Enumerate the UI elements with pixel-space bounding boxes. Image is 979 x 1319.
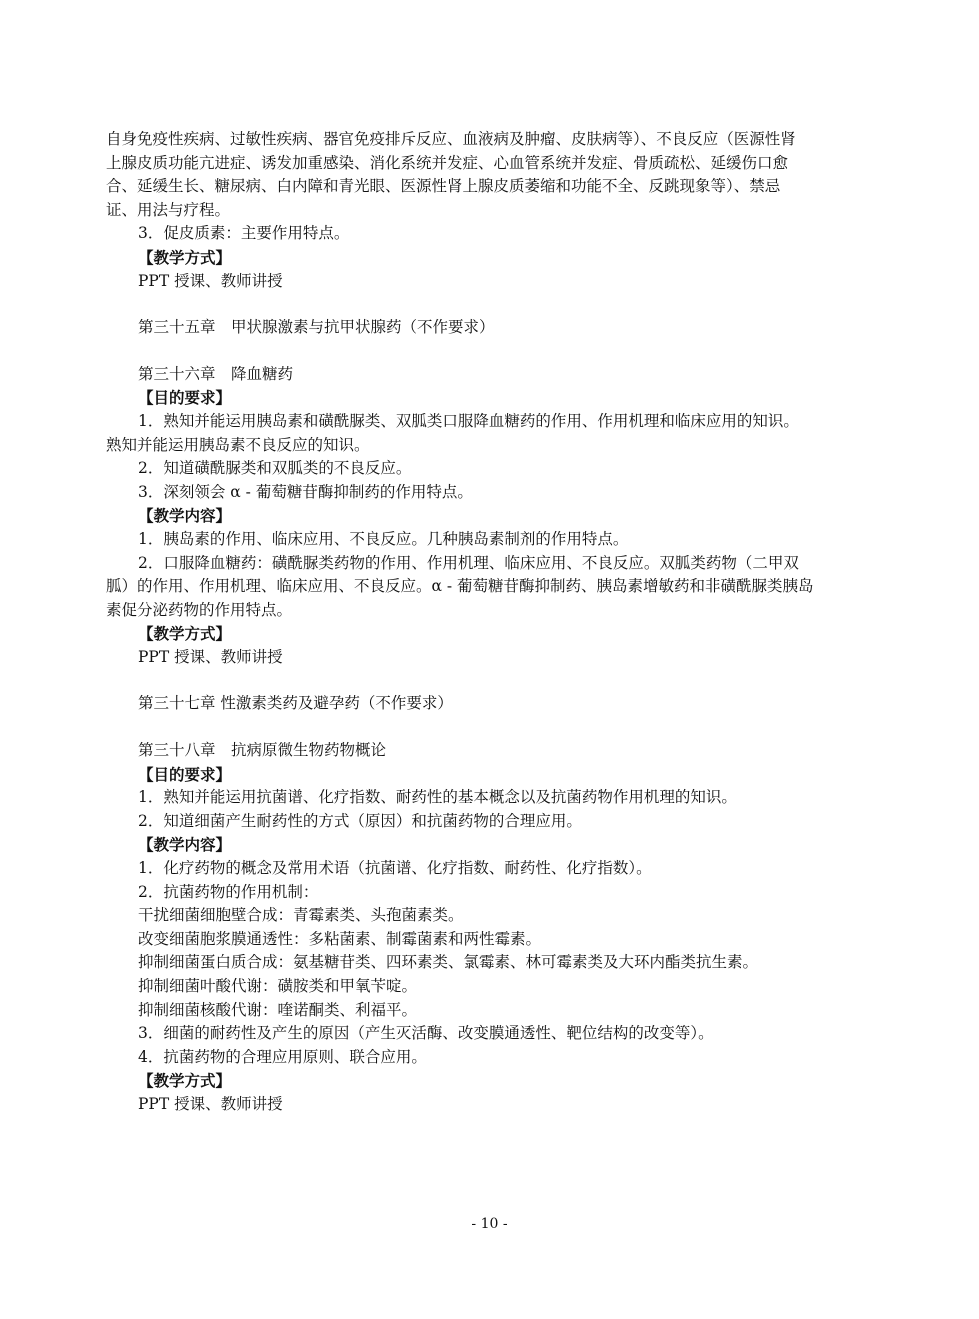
page-number: - 10 - bbox=[471, 1216, 508, 1232]
teaching-method: PPT 授课、教师讲授 bbox=[138, 1094, 283, 1113]
list-item bbox=[106, 552, 866, 623]
section-heading: 【目的要求】 bbox=[138, 764, 232, 784]
mechanism-item: 抑制细菌叶酸代谢：磺胺类和甲氧苄啶。 bbox=[138, 977, 418, 995]
mechanism-item: 干扰细菌细胞壁合成：青霉素类、头孢菌素类。 bbox=[138, 906, 464, 925]
text-line: 上腺皮质功能亢进症、诱发加重感染、消化系统并发症、心血管系统并发症、骨质疏松、延缓伤口愈 bbox=[106, 153, 789, 172]
text-line: 胍）的作用、作用机理、临床应用、不良反应。α - 葡萄糖苷酶抑制药、胰岛素增敏药和非磺酰脲类胰岛 bbox=[106, 577, 814, 596]
teaching-method: PPT 授课、教师讲授 bbox=[138, 647, 283, 666]
list-item bbox=[106, 410, 866, 457]
text-line: 素促分泌药物的作用特点。 bbox=[106, 600, 293, 619]
teaching-method: PPT 授课、教师讲授 bbox=[138, 271, 283, 290]
list-item: 1．化疗药物的概念及常用术语（抗菌谱、化疗指数、耐药性、化疗指数）。 bbox=[138, 859, 652, 878]
list-item: 2．知道细菌产生耐药性的方式（原因）和抗菌药物的合理应用。 bbox=[138, 811, 582, 830]
section-heading: 【教学内容】 bbox=[138, 506, 232, 526]
list-item: 4．抗菌药物的合理应用原则、联合应用。 bbox=[138, 1047, 427, 1066]
section-heading: 【教学方式】 bbox=[138, 1071, 232, 1091]
list-item: 2．知道磺酰脲类和双胍类的不良反应。 bbox=[138, 459, 412, 478]
list-item: 1．熟知并能运用抗菌谱、化疗指数、耐药性的基本概念以及抗菌药物作用机理的知识。 bbox=[138, 788, 737, 807]
section-heading: 【教学方式】 bbox=[138, 247, 232, 267]
text-line: 2．口服降血糖药：磺酰脲类药物的作用、作用机理、临床应用、不良反应。双胍类药物（二甲双 bbox=[138, 553, 799, 572]
list-item: 3．深刻领会 α - 葡萄糖苷酶抑制药的作用特点。 bbox=[138, 482, 473, 501]
intro-paragraph bbox=[106, 128, 866, 222]
text-line: 自身免疫性疾病、过敏性疾病、器官免疫排斥反应、血液病及肿瘤、皮肤病等）、不良反应（医源性肾 bbox=[106, 130, 796, 148]
mechanism-item: 抑制细菌蛋白质合成：氨基糖苷类、四环素类、氯霉素、林可霉素类及大环内酯类抗生素。 bbox=[138, 953, 759, 972]
text-line: 熟知并能运用胰岛素不良反应的知识。 bbox=[106, 435, 370, 454]
chapter-title: 第三十八章 抗病原微生物药物概论 bbox=[138, 741, 387, 760]
text-line: 1．熟知并能运用胰岛素和磺酰脲类、双胍类口服降血糖药的作用、作用机理和临床应用的知识。 bbox=[138, 411, 799, 430]
list-item: 2．抗菌药物的作用机制： bbox=[138, 882, 319, 901]
text-line: 合、延缓生长、糖尿病、白内障和青光眼、医源性肾上腺皮质萎缩和功能不全、反跳现象等）、禁忌 bbox=[106, 177, 781, 196]
list-item: 1．胰岛素的作用、临床应用、不良反应。几种胰岛素制剂的作用特点。 bbox=[138, 529, 629, 548]
body-text bbox=[106, 128, 866, 1117]
mechanism-item: 抑制细菌核酸代谢：喹诺酮类、利福平。 bbox=[138, 1000, 418, 1019]
list-item: 3．细菌的耐药性及产生的原因（产生灭活酶、改变膜通透性、靶位结构的改变等）。 bbox=[138, 1024, 714, 1043]
chapter-title: 第三十五章 甲状腺激素与抗甲状腺药（不作要求） bbox=[138, 318, 495, 337]
text-line: 证、用法与疗程。 bbox=[106, 200, 231, 219]
section-heading: 【教学内容】 bbox=[138, 835, 232, 855]
list-item: 3．促皮质素：主要作用特点。 bbox=[138, 224, 350, 243]
mechanism-item: 改变细菌胞浆膜通透性：多粘菌素、制霉菌素和两性霉素。 bbox=[138, 929, 542, 948]
chapter-title: 第三十六章 降血糖药 bbox=[138, 364, 294, 383]
section-heading: 【教学方式】 bbox=[138, 624, 232, 644]
section-heading: 【目的要求】 bbox=[138, 388, 232, 408]
chapter-title: 第三十七章 性激素类药及避孕药（不作要求） bbox=[138, 694, 453, 713]
